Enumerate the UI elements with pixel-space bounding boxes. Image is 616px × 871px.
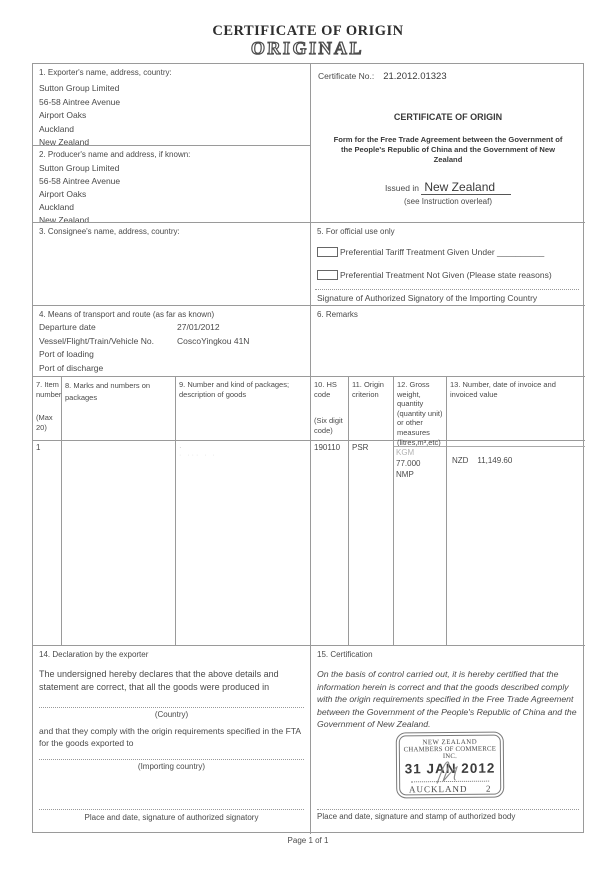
official-use-box — [311, 223, 585, 306]
header-label: 11. Origin criterion — [352, 380, 384, 399]
importing-country-line — [39, 759, 304, 760]
header-label: 8. Marks and numbers on packages — [65, 381, 151, 402]
transport-label: 4. Means of transport and route (as far as known) — [39, 310, 215, 319]
header-gross-weight — [394, 377, 446, 447]
port-loading-label: Port of loading — [39, 349, 94, 359]
header-sub-label: (Six digit code) — [314, 416, 343, 435]
producer-box — [33, 146, 311, 223]
transport-box — [33, 306, 311, 376]
producer-line: Airport Oaks — [39, 189, 87, 199]
column-origin-criterion — [349, 377, 394, 645]
gross-weight-measure: NMP — [396, 470, 414, 479]
form-body — [32, 63, 584, 833]
port-discharge-label: Port of discharge — [39, 362, 104, 373]
vessel-value: CoscoYingkou 41N — [177, 335, 250, 346]
stamp-org-line1: NEW ZEALAND — [422, 738, 478, 747]
column-marks — [62, 377, 176, 645]
consignee-label: 3. Consignee's name, address, country: — [39, 227, 180, 236]
stamp-date: 31 JAN 2012 — [404, 760, 496, 777]
certificate-header-box — [311, 64, 585, 223]
header-label: 9. Number and kind of packages; description of goods — [179, 380, 290, 399]
stamp-number: 2 — [485, 783, 492, 794]
remarks-box — [311, 306, 585, 376]
transport-field-row — [33, 348, 310, 362]
cell-description — [176, 441, 310, 645]
header-hs-code — [311, 377, 348, 441]
chamber-of-commerce-stamp — [396, 732, 505, 799]
stamp-city: AUCKLAND — [408, 783, 468, 795]
certification-box — [311, 646, 585, 834]
transport-field-row — [33, 335, 310, 349]
producer-label: 2. Producer's name and address, if known: — [39, 150, 191, 159]
header-invoice — [447, 377, 585, 441]
port-loading-value — [177, 348, 310, 362]
producer-line: New Zealand — [39, 215, 90, 223]
header-marks — [62, 377, 175, 441]
declaration-label: 14. Declaration by the exporter — [39, 650, 149, 659]
exporter-address — [33, 77, 310, 146]
issued-in-country: New Zealand — [421, 180, 511, 195]
preferential-not-given-label: Preferential Treatment Not Given (Please state reasons) — [340, 270, 552, 280]
issued-in-row — [311, 180, 585, 194]
declaration-box — [33, 646, 311, 834]
header-label: 10. HS code — [314, 380, 337, 399]
official-signature-line — [315, 289, 579, 290]
copy-type-wrap — [0, 38, 616, 59]
gross-weight-unit: KGM — [396, 448, 415, 457]
description-faint-mark: · — [179, 443, 182, 452]
exporter-line: 56-58 Aintree Avenue — [39, 96, 121, 107]
exporter-line: Auckland — [39, 123, 74, 134]
cell-item-number: 1 — [36, 443, 41, 452]
certificate-number-value: 21.2012.01323 — [383, 71, 447, 82]
instruction-note: (see Instruction overleaf) — [403, 197, 493, 206]
official-signature-caption: Signature of Authorized Signatory of the Importing Country — [317, 293, 538, 303]
issued-in-label: Issued in — [384, 183, 419, 193]
declaration-signature-line — [39, 809, 304, 810]
preferential-given-label: Preferential Tariff Treatment Given Under __________ — [340, 247, 545, 257]
original-copy-stamp: ORIGINAL — [251, 38, 365, 58]
exporter-label: 1. Exporter's name, address, country: — [39, 68, 172, 77]
declaration-signature-caption: Place and date, signature of authorized signatory — [84, 813, 259, 822]
header-label: 7. Item number — [36, 380, 62, 399]
header-description — [176, 377, 310, 441]
cell-hs-code: 190110 — [314, 443, 341, 452]
transport-field-row — [33, 321, 310, 335]
certification-signature-line — [317, 809, 579, 810]
producer-line: 56-58 Aintree Avenue — [39, 176, 121, 186]
departure-date-value: 27/01/2012 — [177, 322, 220, 332]
certification-label: 15. Certification — [317, 650, 373, 659]
exporter-line: Sutton Group Limited — [39, 83, 120, 93]
exporter-line: Airport Oaks — [39, 110, 87, 120]
certification-signature-caption: Place and date, signature and stamp of authorized body — [317, 812, 516, 821]
column-gross-weight — [394, 377, 447, 645]
consignee-box — [33, 223, 311, 306]
exporter-box — [33, 64, 311, 146]
preferential-not-given-checkbox[interactable] — [317, 270, 338, 280]
departure-date-label: Departure date — [39, 322, 96, 332]
cell-origin-criterion: PSR — [352, 443, 369, 452]
remarks-label: 6. Remarks — [317, 310, 358, 319]
preferential-given-checkbox[interactable] — [317, 247, 338, 257]
country-caption: (Country) — [154, 710, 189, 719]
declaration-para1: The undersigned hereby declares that the above details and statement are correct, that all the goods were produced in — [39, 669, 279, 692]
official-use-label: 5. For official use only — [317, 227, 395, 236]
cell-marks — [62, 441, 175, 645]
stamp-city-row — [397, 784, 503, 795]
column-description — [176, 377, 311, 645]
header-label: 12. Gross weight, quantity (quantity unit) or other measures (litres,m³,etc) — [397, 380, 443, 447]
goods-table — [33, 376, 585, 646]
preferential-not-given-row — [317, 270, 585, 280]
certificate-subtitle: Form for the Free Trade Agreement between the Government of the People's Republic of China and the Government of New Zealand — [333, 135, 563, 164]
column-hs-code — [311, 377, 349, 645]
vessel-label: Vessel/Flight/Train/Vehicle No. — [39, 335, 154, 346]
declaration-para2: and that they comply with the origin requirements specified in the FTA for the goods exported to — [39, 726, 301, 748]
producer-line: Sutton Group Limited — [39, 163, 120, 173]
preferential-given-row — [317, 247, 585, 257]
certificate-title: CERTIFICATE OF ORIGIN — [393, 112, 503, 122]
importing-country-caption: (Importing country) — [137, 762, 206, 771]
certificate-number-label: Certificate No.: — [318, 71, 375, 81]
producer-address — [33, 159, 310, 223]
cell-invoice — [447, 441, 585, 645]
column-item-number — [33, 377, 62, 645]
exporter-line: New Zealand — [39, 137, 90, 146]
header-label: 13. Number, date of invoice and invoiced value — [450, 380, 556, 399]
column-invoice — [447, 377, 585, 645]
transport-field-row — [33, 362, 310, 376]
document-title: CERTIFICATE OF ORIGIN — [212, 23, 404, 39]
stamp-org-line2: CHAMBERS OF COMMERCE INC. — [403, 745, 497, 761]
country-line — [39, 707, 304, 708]
header-sub-label: (Max 20) — [36, 413, 53, 432]
certification-para: On the basis of control carried out, it is hereby certified that the information herein is correct and that the goods described comply with the origin requirements specified in the Free Trade Agreement between the Government of the People's Republic of China and the Government of New Zealand. — [317, 669, 577, 729]
header-origin-criterion — [349, 377, 393, 441]
description-faint-text: · ··· · · — [179, 452, 217, 459]
header-item-number — [33, 377, 61, 441]
certificate-number-row — [311, 64, 585, 82]
port-discharge-value — [177, 362, 310, 376]
page-footer: Page 1 of 1 — [287, 836, 329, 845]
producer-line: Auckland — [39, 202, 74, 212]
gross-weight-value: 77.000 — [396, 459, 421, 468]
cell-gross-weight — [394, 441, 446, 645]
invoice-value: NZD 11,149.60 — [452, 456, 513, 465]
